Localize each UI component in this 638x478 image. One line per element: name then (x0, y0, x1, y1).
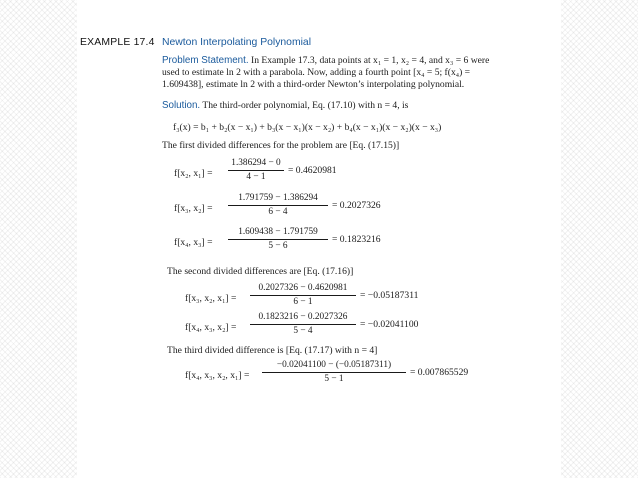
solution-line (162, 100, 408, 111)
first-dd-intro: The first divided differences for the problem are [Eq. (17.15)] (162, 140, 400, 151)
first-dd-2-fraction-bar (228, 205, 328, 206)
polynomial-equation: f₃(x) = b₁ + b₂(x − x₁) + b₃(x − x₁)(x − x₂) + b₄(x − x₁)(x − x₂)(x − x₃) (173, 122, 442, 133)
solution-intro: The third-order polynomial, Eq. (17.10) with n = 4, is (202, 100, 409, 111)
third-dd-denominator: 5 − 1 (324, 374, 344, 384)
first-dd-1-result: = 0.4620981 (288, 165, 337, 176)
first-dd-1-numerator: 1.386294 − 0 (231, 158, 281, 168)
third-dd-numerator: −0.02041100 − (−0.05187311) (276, 360, 392, 370)
first-dd-1-fraction-bar (228, 170, 284, 171)
problem-line-3: 1.609438], estimate ln 2 with a third-order Newton’s interpolating polynomial. (162, 79, 465, 90)
problem-text-1: In Example 17.3, data points at x₁ = 1, x₂ = 4, and x₃ = 6 were (251, 55, 490, 66)
first-dd-3-denominator: 5 − 6 (268, 241, 288, 251)
second-dd-2-numerator: 0.1823216 − 0.2027326 (258, 312, 348, 322)
second-dd-1-fraction-bar (250, 295, 356, 296)
first-dd-3-result: = 0.1823216 (332, 234, 381, 245)
first-dd-2-numerator: 1.791759 − 1.386294 (238, 193, 318, 203)
problem-line-2: used to estimate ln 2 with a parabola. Now, adding a fourth point [x₄ = 5; f(x₄) = (162, 67, 471, 78)
second-dd-1-numerator: 0.2027326 − 0.4620981 (258, 283, 348, 293)
first-dd-3-fraction-bar (228, 239, 328, 240)
second-dd-1-result: = −0.05187311 (360, 290, 419, 301)
second-dd-2-result: = −0.02041100 (360, 319, 419, 330)
second-dd-2-denominator: 5 − 4 (293, 326, 313, 336)
example-title: Newton Interpolating Polynomial (162, 37, 312, 48)
second-dd-intro: The second divided differences are [Eq. (17.16)] (167, 266, 354, 277)
first-dd-1-denominator: 4 − 1 (246, 172, 266, 182)
first-dd-2-result: = 0.2027326 (332, 200, 381, 211)
third-dd-result: = 0.007865529 (410, 367, 469, 378)
third-dd-fraction-bar (262, 372, 406, 373)
problem-heading: Problem Statement. (162, 55, 249, 66)
first-dd-3-lhs: f[x₄, x₃] = (174, 237, 213, 248)
third-dd-intro: The third divided difference is [Eq. (17.17) with n = 4] (167, 345, 378, 356)
second-dd-2-fraction-bar (250, 324, 356, 325)
solution-heading: Solution. (162, 100, 201, 111)
third-dd-lhs: f[x₄, x₃, x₂, x₁] = (185, 370, 250, 381)
second-dd-1-denominator: 6 − 1 (293, 297, 313, 307)
second-dd-1-lhs: f[x₃, x₂, x₁] = (185, 293, 237, 304)
first-dd-3-numerator: 1.609438 − 1.791759 (238, 227, 318, 237)
second-dd-2-lhs: f[x₄, x₃, x₂] = (185, 322, 237, 333)
example-label: EXAMPLE 17.4 (80, 37, 155, 48)
problem-line-1 (162, 55, 489, 66)
first-dd-2-denominator: 6 − 4 (268, 207, 288, 217)
first-dd-1-lhs: f[x₂, x₁] = (174, 168, 213, 179)
first-dd-2-lhs: f[x₃, x₂] = (174, 203, 213, 214)
